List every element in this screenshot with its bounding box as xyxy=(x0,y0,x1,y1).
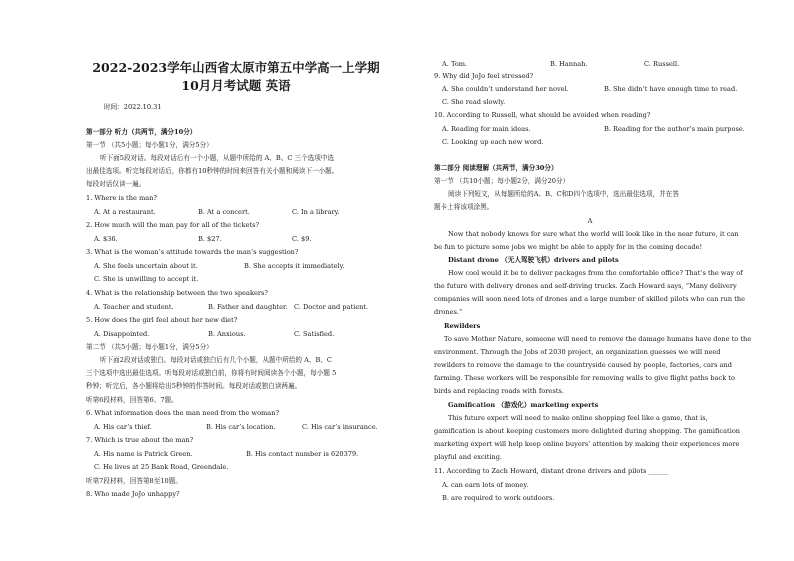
question-11: 11. According to Zach Howard, distant drone drivers and pilots ______ xyxy=(434,467,669,475)
q6-option-c: C. His car’s insurance. xyxy=(302,423,378,431)
q1-option-c: C. In a library. xyxy=(292,208,340,216)
q7-option-b: B. His contact number is 620379. xyxy=(246,450,359,458)
section1-instruction: 出最佳选项。听完每段对话后，你都有10秒钟的时间来回答有关小题和阅读下一小题。 xyxy=(86,167,339,175)
material-6-note: 听第6段材料，回答第6、7题。 xyxy=(86,396,178,404)
q8-option-a: A. Tom. xyxy=(442,60,468,68)
q8-option-c: C. Russell. xyxy=(644,60,680,68)
section2-instruction: 听下面2段对话或独白。每段对话或独白后有几个小题，从题中所给的 A、B、C xyxy=(100,356,332,364)
question-1: 1. Where is the man? xyxy=(86,194,157,202)
q1-option-b: B. At a concert. xyxy=(198,208,250,216)
question-7: 7. Which is true about the man? xyxy=(86,436,194,444)
paragraph-2: the future with delivery drones and self-driving trucks. Zach Howard says, “Many delivery xyxy=(434,282,737,290)
question-9: 9. Why did JoJo feel stressed? xyxy=(434,72,534,80)
paragraph-4: playful and exciting. xyxy=(434,453,503,461)
section2-instruction: 秒钟；听完后，各小题将给出5秒钟的作答时间。每段对话或独白读两遍。 xyxy=(86,382,302,390)
question-6: 6. What information does the man need from the woman? xyxy=(86,409,280,417)
part1-title: 第一部分 听力（共两节，满分10分） xyxy=(86,128,197,136)
question-4: 4. What is the relationship between the two speakers? xyxy=(86,289,268,297)
paragraph-4: This future expert will need to make online shopping feel like a game, that is, xyxy=(448,414,708,422)
part2-instruction: 题卡上将该项涂黑。 xyxy=(434,203,494,211)
q3-option-b: B. She accepts it immediately. xyxy=(244,262,345,270)
part2-section1-title: 第一节 （共10小题；每小题2分，满分20分） xyxy=(434,177,570,185)
q2-option-c: C. $9. xyxy=(292,235,312,243)
q10-option-b: B. Reading for the author’s main purpose. xyxy=(604,125,745,133)
paragraph-3: birds and replacing roads with forests. xyxy=(434,387,564,395)
exam-title-line2: 10月月考试题 英语 xyxy=(181,78,291,93)
q5-option-c: C. Satisfied. xyxy=(294,330,335,338)
q3-option-a: A. She feels uncertain about it. xyxy=(94,262,198,270)
q5-option-b: B. Anxious. xyxy=(208,330,246,338)
paragraph-2: How cool would it be to deliver packages from the comfortable office? That’s the way of xyxy=(448,269,743,277)
q5-option-a: A. Disappointed. xyxy=(94,330,150,338)
paragraph-2: companies will soon need lots of drones and a large number of skilled pilots who can run the xyxy=(434,295,746,303)
part2-instruction: 阅读下列短文，从每题所给的A、B、C和D四个选项中，选出最佳选项，并在答 xyxy=(448,190,679,198)
q9-option-b: B. She didn’t have enough time to read. xyxy=(604,85,738,93)
part2-title: 第二部分 阅读理解（共两节，满分30分） xyxy=(434,164,558,172)
section1-instruction: 听下面5段对话。每段对话后有一个小题，从题中所给的 A、B、C 三个选项中选 xyxy=(100,154,335,162)
section1-instruction: 每段对话仅读一遍。 xyxy=(86,180,146,188)
question-2: 2. How much will the man pay for all of the tickets? xyxy=(86,221,260,229)
q9-option-a: A. She couldn’t understand her novel. xyxy=(442,85,569,93)
paragraph-1: Now that nobody knows for sure what the world will look like in the near future, it can xyxy=(448,230,739,238)
paragraph-3: rewilders to remove the damage to the countryside caused by people, factories, cars and xyxy=(434,361,732,369)
q2-option-a: A. $36. xyxy=(94,235,118,243)
q7-option-a: A. His name is Patrick Green. xyxy=(94,450,193,458)
section2-instruction: 三个选项中选出最佳选项。听每段对话或独白前，你将有时间阅读各个小题，每小题 5 xyxy=(86,369,337,377)
heading-gamification: Gamification （游戏化）marketing experts xyxy=(448,401,599,409)
paragraph-4: marketing expert will help keep online buyers’ attention by making their experiences more xyxy=(434,440,740,448)
q10-option-a: A. Reading for main ideas. xyxy=(442,125,531,133)
paragraph-3: To save Mother Nature, someone will need to remove the damage humans have done to the xyxy=(444,335,752,343)
passage-label: A xyxy=(587,217,593,225)
question-3: 3. What is the woman’s attitude towards the man’s suggestion? xyxy=(86,248,299,256)
q6-option-b: B. His car’s location. xyxy=(206,423,276,431)
question-8: 8. Who made JoJo unhappy? xyxy=(86,490,180,498)
material-7-note: 听第7段材料，回答第8至10题。 xyxy=(86,477,182,485)
section1-title: 第一节 （共5小题；每小题1分，满分5分） xyxy=(86,141,213,149)
q10-option-c: C. Looking up each new word. xyxy=(442,138,544,146)
q11-option-b: B. are required to work outdoors. xyxy=(442,494,555,502)
paragraph-2: drones.” xyxy=(434,308,463,316)
heading-drone-pilots: Distant drone （无人驾驶飞机）drivers and pilots xyxy=(448,256,619,264)
exam-time: 时间：2022.10.31 xyxy=(104,103,162,111)
heading-rewilders: Rewilders xyxy=(444,322,481,330)
paragraph-1: be fun to picture some jobs we might be able to apply for in the coming decade! xyxy=(434,243,703,251)
exam-title-line1: 2022-2023学年山西省太原市第五中学高一上学期 xyxy=(92,60,380,75)
section2-title: 第二节 （共5小题；每小题1分，满分5分） xyxy=(86,343,213,351)
question-10: 10. According to Russell, what should be avoided when reading? xyxy=(434,111,651,119)
q4-option-b: B. Father and daughter. xyxy=(208,303,288,311)
q4-option-a: A. Teacher and student. xyxy=(94,303,174,311)
paragraph-3: environment. Through the Jobs of 2030 project, an organization guesses we will need xyxy=(434,348,721,356)
paragraph-3: farming. These workers will be responsible for removing walls to give flight paths back to xyxy=(434,374,735,382)
q3-option-c: C. She is unwilling to accept it. xyxy=(94,275,199,283)
q11-option-a: A. can earn lots of money. xyxy=(442,481,529,489)
paragraph-4: gamification is about keeping customers more delighted during shopping. The gamification xyxy=(434,427,741,435)
q6-option-a: A. His car’s thief. xyxy=(94,423,152,431)
q9-option-c: C. She read slowly. xyxy=(442,98,506,106)
q4-option-c: C. Doctor and patient. xyxy=(294,303,369,311)
q2-option-b: B. $27. xyxy=(198,235,222,243)
question-5: 5. How does the girl feel about her new diet? xyxy=(86,316,238,324)
q1-option-a: A. At a restaurant. xyxy=(94,208,156,216)
q7-option-c: C. He lives at 25 Bank Road, Greendale. xyxy=(94,463,229,471)
q8-option-b: B. Hannah. xyxy=(550,60,588,68)
